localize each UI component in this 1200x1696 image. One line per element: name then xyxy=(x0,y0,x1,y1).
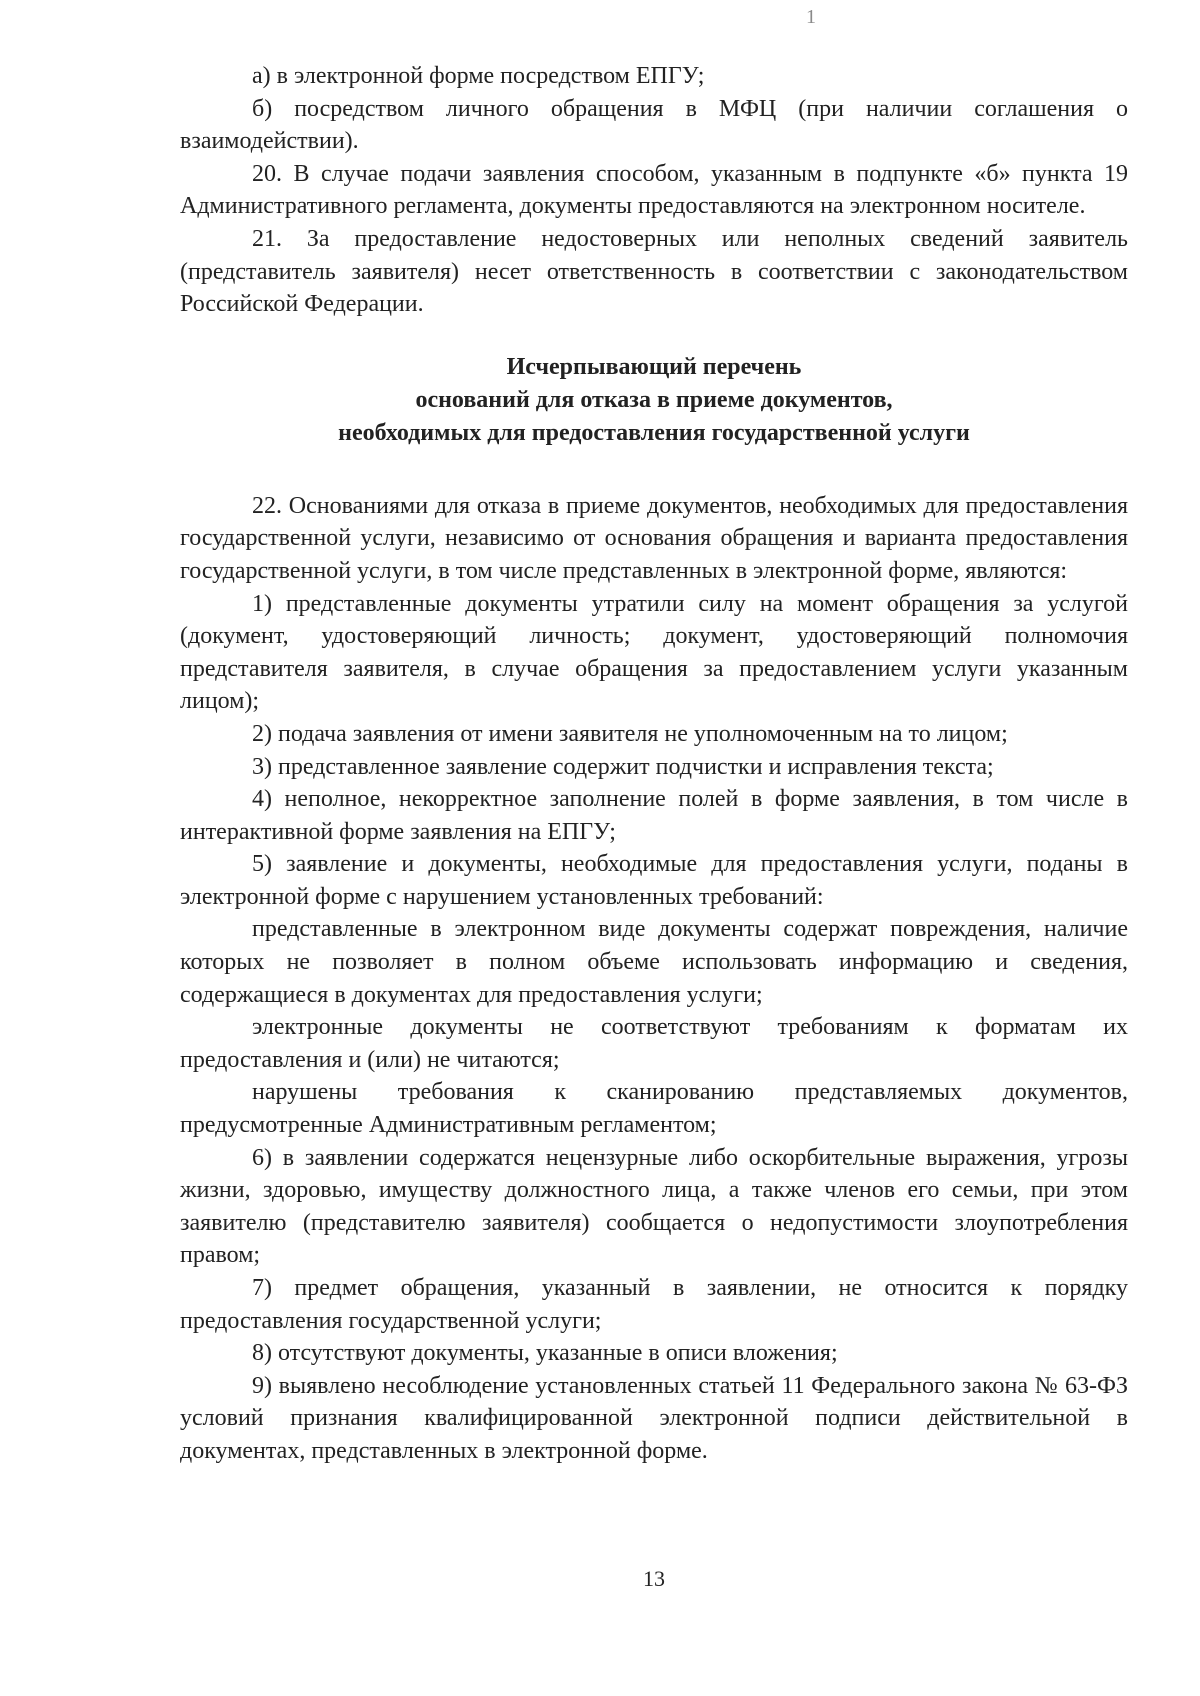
list-subitem-damaged: представленные в электронном виде документы содержат повреждения, наличие которых не позволяет в полном объеме использовать информацию и сведения, содержащиеся в документах для предоставления услуги; xyxy=(180,916,1128,1008)
paragraph-item-b: б) посредством личного обращения в МФЦ (при наличии соглашения о взаимодействии). xyxy=(180,95,1128,155)
document-body xyxy=(180,60,1128,1468)
list-item-3: 3) представленное заявление содержит подчистки и исправления текста; xyxy=(252,753,994,780)
paragraph-21: 21. За предоставление недостоверных или неполных сведений заявитель (представитель заявителя) несет ответственность в соответствии с законодательством Российской Федерации. xyxy=(180,225,1128,318)
list-item-1: 1) представленные документы утратили силу на момент обращения за услугой (документ, удостоверяющий личность; документ, удостоверяющий полномочия представителя заявителя, в случае обращения за предоставлением услуги указанным лицом); xyxy=(180,590,1128,715)
list-item-8: 8) отсутствуют документы, указанные в описи вложения; xyxy=(252,1340,838,1367)
list-item-5: 5) заявление и документы, необходимые для предоставления услуги, поданы в электронной форме с нарушением установленных требований: xyxy=(180,851,1128,910)
list-item-4: 4) неполное, некорректное заполнение полей в форме заявления, в том числе в интерактивной форме заявления на ЕПГУ; xyxy=(180,786,1128,845)
page-number: 13 xyxy=(643,1566,665,1591)
list-item-6: 6) в заявлении содержатся нецензурные либо оскорбительные выражения, угрозы жизни, здоровью, имуществу должностного лица, а также членов его семьи, при этом заявителю (представителю заявителя) сообщается о недопустимости злоупотребления правом; xyxy=(180,1144,1128,1269)
list-item-2: 2) подача заявления от имени заявителя не уполномоченным на то лицом; xyxy=(252,720,1008,747)
list-item-7: 7) предмет обращения, указанный в заявлении, не относится к порядку предоставления государственной услуги; xyxy=(180,1275,1128,1334)
heading-line-3: необходимых для предоставления государственной услуги xyxy=(338,419,970,446)
paragraph-20: 20. В случае подачи заявления способом, указанным в подпункте «б» пункта 19 Административного регламента, документы предоставляются на электронном носителе. xyxy=(180,160,1128,220)
list-subitem-scanning: нарушены требования к сканированию представляемых документов, предусмотренные Административным регламентом; xyxy=(180,1079,1128,1139)
paragraph-item-a: а) в электронной форме посредством ЕПГУ; xyxy=(252,63,705,89)
heading-line-1: Исчерпывающий перечень xyxy=(506,353,802,380)
heading-line-2: оснований для отказа в приеме документов, xyxy=(415,386,893,413)
top-mark: 1 xyxy=(806,6,816,28)
list-subitem-format: электронные документы не соответствуют требованиям к форматам их предоставления и (или) не читаются; xyxy=(180,1014,1128,1073)
section-heading xyxy=(180,351,1128,450)
paragraph-22: 22. Основаниями для отказа в приеме документов, необходимых для предоставления государственной услуги, независимо от основания обращения и варианта предоставления государственной услуги, в том числе представленных в электронной форме, являются: xyxy=(180,492,1128,584)
list-item-9: 9) выявлено несоблюдение установленных статьей 11 Федерального закона № 63-ФЗ условий признания квалифицированной электронной подписи действительной в документах, представленных в электронной форме. xyxy=(180,1372,1128,1464)
